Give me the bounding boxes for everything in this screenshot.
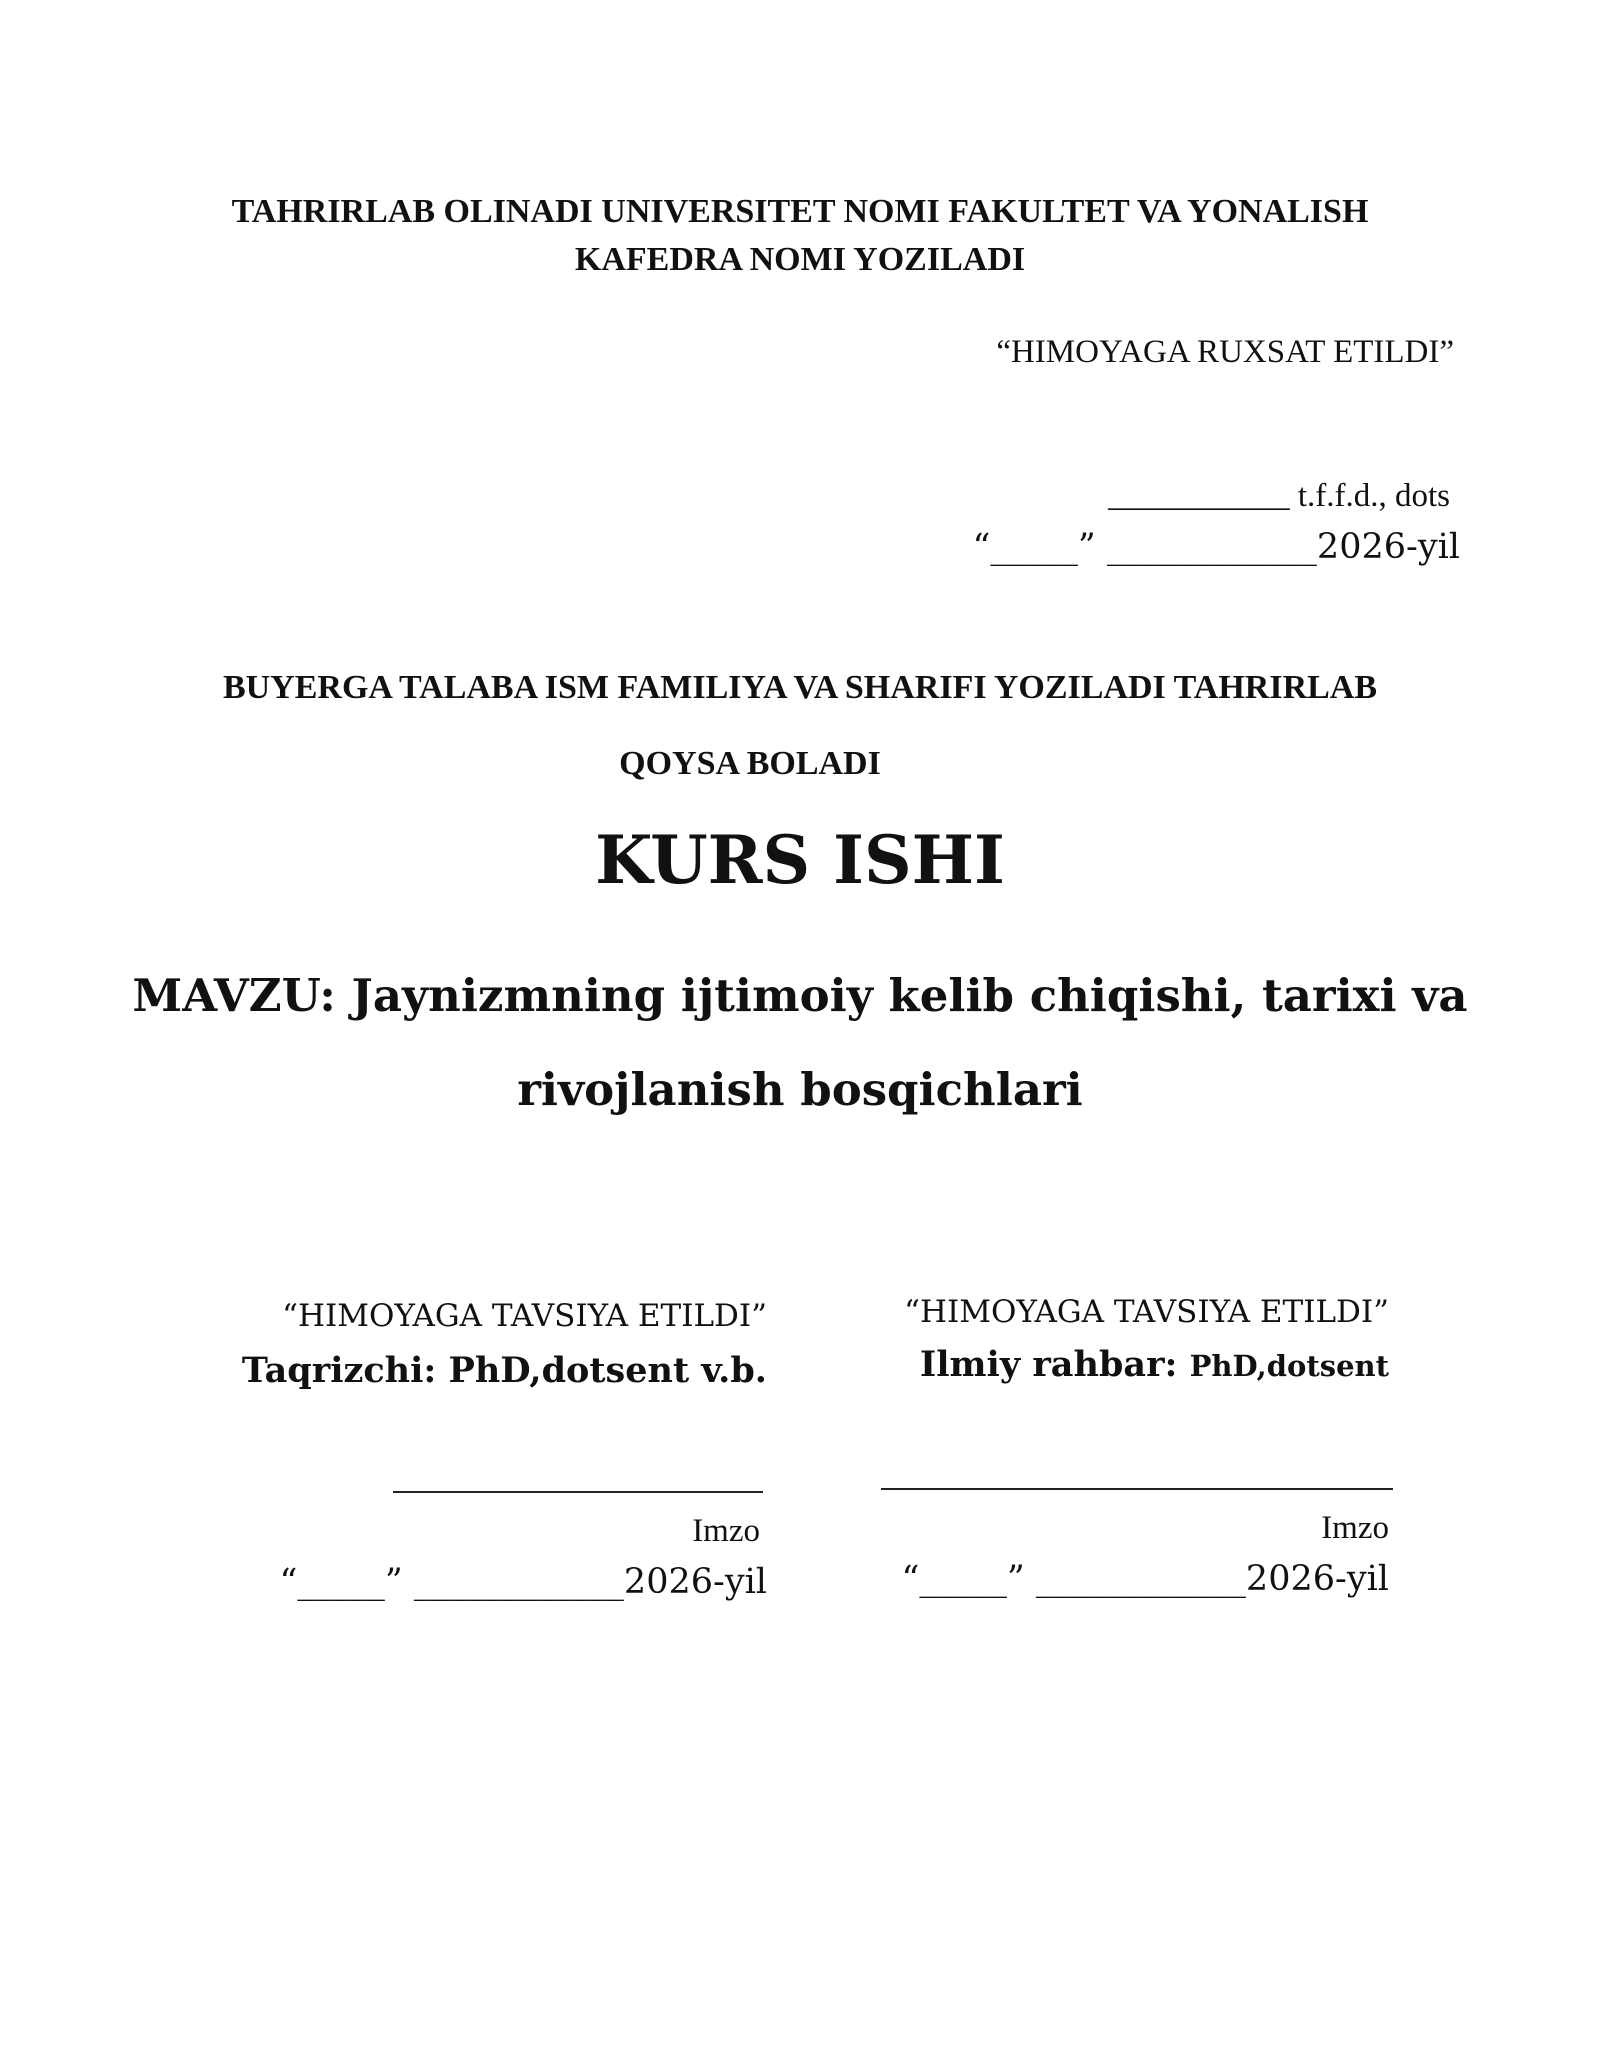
topic-line-2: rivojlanish bosqichlari <box>517 1063 1083 1116</box>
topic-line-1: MAVZU: Jaynizmning ijtimoiy kelib chiqishi, tarixi va <box>132 969 1468 1022</box>
reviewer-date-line: “_____” ____________2026-yil <box>279 1562 767 1602</box>
university-header-line-2: KAFEDRA NOMI YOZILADI <box>574 241 1026 278</box>
approval-heading: “HIMOYAGA RUXSAT ETILDI” <box>996 334 1454 370</box>
supervisor-role-degree: PhD,dotsent <box>1189 1349 1389 1383</box>
document-title: KURS ISHI <box>595 821 1005 899</box>
student-name-line-2: QOYSA BOLADI <box>619 745 881 782</box>
supervisor-recommendation: “HIMOYAGA TAVSIYA ETILDI” <box>904 1294 1389 1330</box>
supervisor-role <box>920 1344 1389 1385</box>
approval-title-line: ___________ t.f.f.d., dots <box>1108 478 1450 514</box>
reviewer-recommendation: “HIMOYAGA TAVSIYA ETILDI” <box>282 1298 767 1334</box>
reviewer-role: Taqrizchi: PhD,dotsent v.b. <box>241 1350 767 1391</box>
reviewer-signature-label: Imzo <box>692 1513 760 1549</box>
university-header-line-1: TAHRIRLAB OLINADI UNIVERSITET NOMI FAKULTET VA YONALISH <box>231 193 1369 230</box>
supervisor-role-label: Ilmiy rahbar: <box>919 1344 1178 1385</box>
supervisor-date-line: “_____” ____________2026-yil <box>901 1559 1389 1599</box>
reviewer-signature-line <box>393 1491 763 1493</box>
approval-date-line: “_____” ____________2026-yil <box>972 527 1460 567</box>
supervisor-signature-line <box>881 1488 1393 1490</box>
student-name-line-1: BUYERGA TALABA ISM FAMILIYA VA SHARIFI YOZILADI TAHRIRLAB <box>222 669 1378 706</box>
supervisor-signature-label: Imzo <box>1321 1510 1389 1546</box>
